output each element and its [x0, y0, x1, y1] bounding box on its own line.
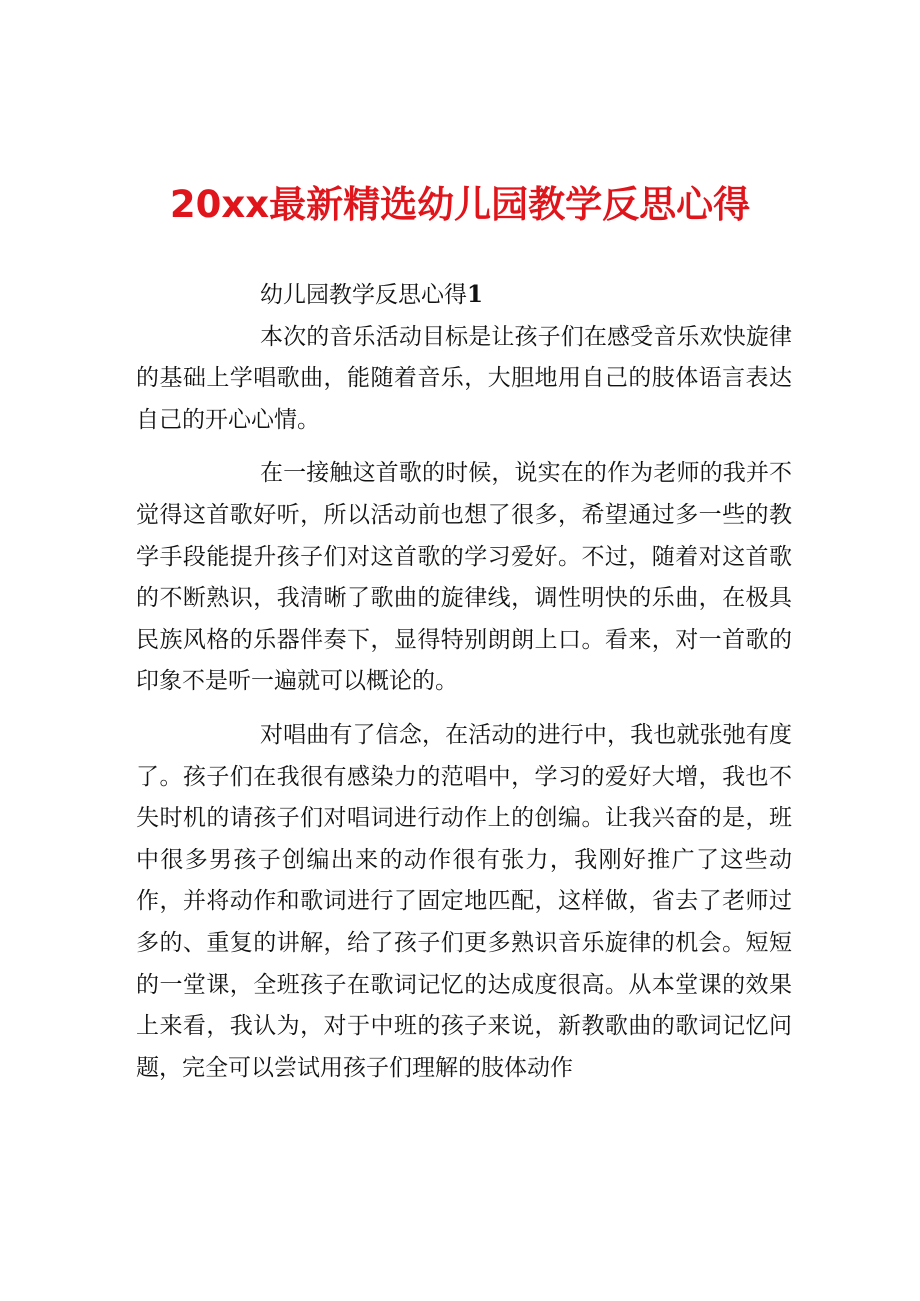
- document-body: [136, 274, 792, 1089]
- section-heading: [136, 274, 792, 317]
- document-title: 20xx最新精选幼儿园教学反思心得: [169, 182, 751, 226]
- paragraph-1: 本次的音乐活动目标是让孩子们在感受音乐欢快旋律的基础上学唱歌曲，能随着音乐，大胆地用自己的肢体语言表达自己的开心心情。: [136, 323, 792, 433]
- section-heading-number: 1: [467, 281, 484, 308]
- paragraph-2: 在一接触这首歌的时候，说实在的作为老师的我并不觉得这首歌好听，所以活动前也想了很多，希望通过多一些的教学手段能提升孩子们对这首歌的学习爱好。不过，随着对这首歌的不断熟识，我清晰了歌曲的旋律线，调性明快的乐曲，在极具民族风格的乐器伴奏下，显得特别朗朗上口。看来，对一首歌的印象不是听一遍就可以概论的。: [136, 460, 792, 695]
- paragraph-3: 对唱曲有了信念，在活动的进行中，我也就张弛有度了。孩子们在我很有感染力的范唱中，学习的爱好大增，我也不失时机的请孩子们对唱词进行动作上的创编。让我兴奋的是，班中很多男孩子创编出来的动作很有张力，我刚好推广了这些动作，并将动作和歌词进行了固定地匹配，这样做，省去了老师过多的、重复的讲解，给了孩子们更多熟识音乐旋律的机会。短短的一堂课，全班孩子在歌词记忆的达成度很高。从本堂课的效果上来看，我认为，对于中班的孩子来说，新教歌曲的歌词记忆问题，完全可以尝试用孩子们理解的肢体动作: [136, 721, 792, 1081]
- section-heading-text: 幼儿园教学反思心得: [260, 282, 467, 308]
